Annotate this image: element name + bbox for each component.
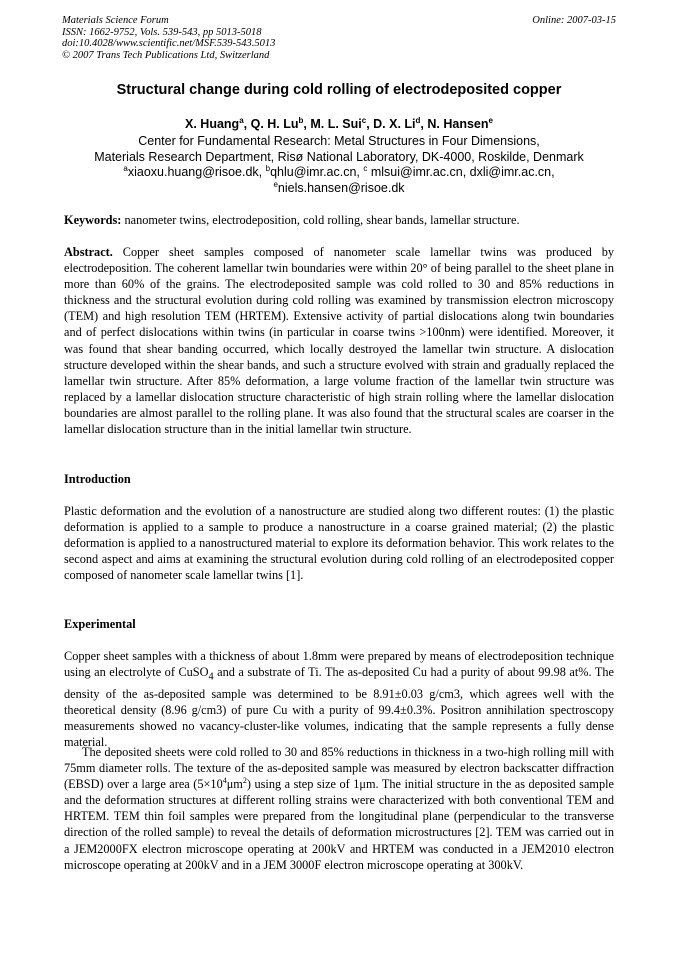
email-sup: c: [363, 163, 368, 173]
keywords-text: nanometer twins, electrodeposition, cold rolling, shear bands, lamellar structure.: [124, 213, 520, 227]
exp-text: The deposited sheets were cold rolled to 30 and 85% reductions in thickness in a two-high rolling mill with 75mm diameter rolls. The texture of the as-deposited sample was measured by electron backscatter diffraction (EBSD) over a large area (5×10: [64, 745, 614, 792]
abstract-text: Copper sheet samples composed of nanometer scale lamellar twins was produced by electrodeposition. The coherent lamellar twin boundaries were within 20° of being parallel to the sheet plane in more than 60% of the grains. The electrodeposited sample was cold rolled to 30 and 85% reductions in thickness and the structural evolution during cold rolling was examined by transmission electron microscopy (TEM) and high resolution TEM (HRTEM). Extensive activity of partial dislocations along twin boundaries and of perfect dislocations within twins (in particular in coarse twins >100nm) were identified. Moreover, it was found that shear banding occurred, which locally destroyed the lamellar twin structure. A dislocation structure developed within the shear bands, and such a structure evolved with strain and gradually replaced the lamellar twin structure. After 85% deformation, a large volume fraction of the lamellar twin structure was replaced by a lamellar dislocation structure characteristic of high strain rolling where the lamellar dislocation boundaries are almost parallel to the rolling plane. It was also found that the structural scales are coarser in the lamellar dislocation structure than in the initial lamellar twin structure.: [64, 245, 614, 437]
exp-text: μm: [226, 777, 243, 792]
keywords-label: Keywords:: [64, 213, 122, 227]
email-sup: a: [123, 163, 128, 173]
email-address: xiaoxu.huang@risoe.dk,: [127, 165, 263, 179]
subscript: 4: [208, 671, 214, 683]
abstract-label: Abstract.: [64, 245, 113, 259]
author-name: X. Huang: [185, 117, 240, 131]
copyright-line: © 2007 Trans Tech Publications Ltd, Switzerland: [62, 49, 270, 61]
section-heading-experimental: Experimental: [64, 617, 136, 631]
experimental-paragraph: [64, 744, 614, 873]
introduction-paragraph: Plastic deformation and the evolution of a nanostructure are studied along two different routes: (1) the plastic deformation is applied to a sample to produce a nanostructure in a coarse grained material; (2) the plastic deformation is applied to a nanostructured material to explore its deformation behavior. This work relates to the second aspect and aims at examining the structural evolution during cold rolling of an electrodeposited copper composed of nanometer scale lamellar twins [1].: [64, 504, 614, 583]
affiliation-line: Center for Fundamental Research: Metal Structures in Four Dimensions,: [138, 134, 540, 148]
superscript: 2: [242, 776, 247, 786]
email-address: niels.hansen@risoe.dk: [277, 180, 405, 195]
issn-line: ISSN: 1662-9752, Vols. 539-543, pp 5013-5018: [62, 26, 262, 38]
email-sup: e: [273, 179, 278, 189]
exp-text: Copper sheet samples with a thickness of about 1.8mm were prepared by means of electrodeposition technique using an electrolyte of CuSO: [64, 649, 614, 680]
journal-meta: [62, 15, 275, 61]
author-name: Q. H. Lu: [250, 117, 299, 131]
author-name: M. L. Sui: [310, 117, 362, 131]
experimental-paragraph: [64, 648, 614, 750]
author-name: N. Hansen: [427, 117, 489, 131]
affiliation-line: Materials Research Department, Risø National Laboratory, DK-4000, Roskilde, Denmark: [94, 149, 584, 164]
superscript: 4: [222, 776, 227, 786]
doi-line: doi:10.4028/www.scientific.net/MSF.539-543.5013: [62, 38, 276, 50]
author-sup: b: [298, 115, 304, 125]
author-sup: c: [361, 115, 367, 125]
abstract-paragraph: [64, 244, 614, 437]
author-sup: e: [488, 115, 493, 125]
email-line: [0, 165, 678, 181]
author-sup: d: [415, 115, 421, 125]
author-sup: a: [239, 115, 244, 125]
exp-text: ) using a step size of 1μm. The initial structure in the as deposited sample and the deformation structures at different rolling strains were characterized with both conventional TEM and HRTEM. TEM thin foil samples were prepared from the longitudinal plane (perpendicular to the transverse direction of the rolled sample) to reveal the details of deformation microstructures [2]. TEM was carried out in a JEM2000FX electron microscope operating at 200kV and HRTEM was conducted in a JEM2010 electron microscope operating at 200kV and in a JEM 3000F electron microscope operating at 300kV.: [64, 777, 614, 872]
paper-title: Structural change during cold rolling of electrodeposited copper: [116, 82, 562, 98]
exp-text: and a substrate of Ti. The as-deposited Cu had a purity of about 99.98 at%. The density of the as-deposited sample was determined to be 8.91±0.03 g/cm3, which agrees well with the theoretical density (8.96 g/cm3) of pure Cu with a purity of 99.4±0.3%. Positron annihilation spectroscopy measurements showed no vacancy-cluster-like volumes, indicating that the sample represents a fully dense material.: [64, 665, 614, 749]
keywords-paragraph: [64, 212, 614, 228]
online-date: Online: 2007-03-15: [532, 15, 616, 26]
email-sup: b: [265, 163, 271, 173]
journal-name: Materials Science Forum: [62, 15, 169, 26]
email-line: [0, 181, 678, 197]
section-heading-introduction: Introduction: [64, 472, 131, 486]
author-name: D. X. Li: [373, 117, 416, 131]
email-address: mlsui@imr.ac.cn, dxli@imr.ac.cn,: [370, 165, 555, 179]
author-list: X. Huang$^a$, Q. H. Lu$^b$, M. L. Sui$^c$, D. X. Li$^d$, N. Hansen$^e$: [185, 115, 493, 131]
affiliation-block: [0, 134, 678, 196]
email-address: qhlu@imr.ac.cn,: [270, 165, 360, 179]
